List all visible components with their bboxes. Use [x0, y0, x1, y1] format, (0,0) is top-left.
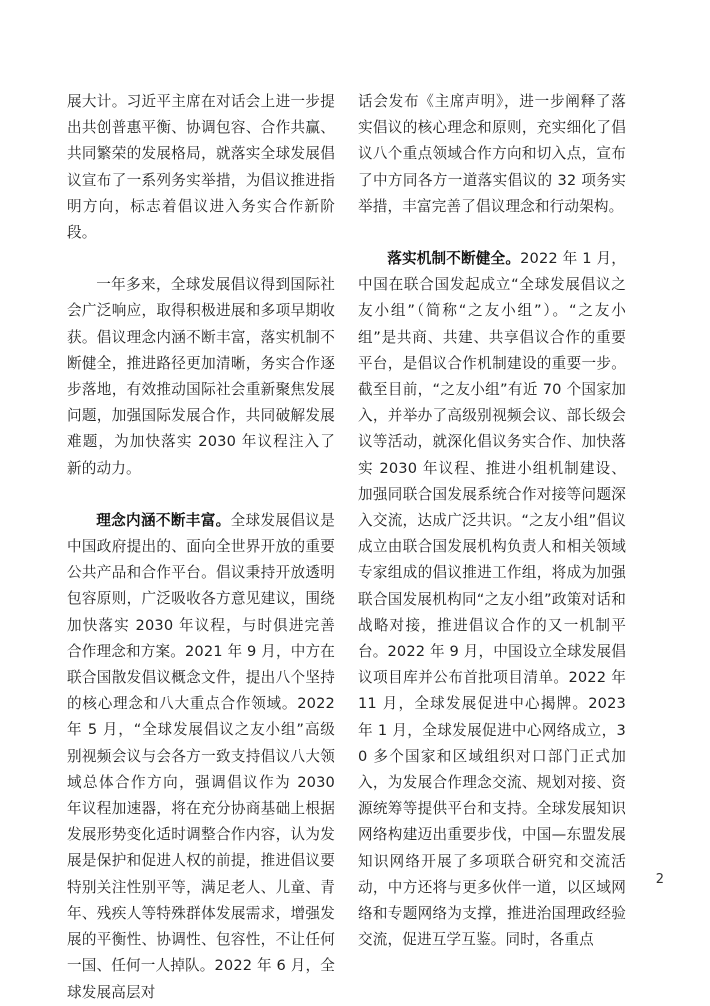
section-lead-mechanism: 落实机制不断健全。 [387, 250, 521, 268]
section-lead-concept: 理念内涵不断丰富。 [96, 511, 231, 529]
paragraph-mechanism [358, 246, 626, 953]
page-number: 2 [655, 872, 664, 887]
paragraph-concept-body: 全球发展倡议是中国政府提出的、面向全世界开放的重要公共产品和合作平台。倡议秉持开放透明包容原则，广泛吸收各方意见建议，围绕加快落实 2030 年议程，与时俱进完善合作理念和方案。2021 年 9 月，中方在联合国散发倡议概念文件，提出八个坚持的核心理念和八大重点合作领域。2022 年 5 月，“全球发展倡议之友小组”高级别视频会议与会各方一致支持倡议八大领域总体合作方向，强调倡议作为 2030 年议程加速器，将在充分协商基础上根据发展形势变化适时调整合作内容，认为发展是保护和促进人权的前提，推进倡议要特别关注性别平等，满足老人、儿童、青年、残疾人等特殊群体发展需求，增强发展的平衡性、协调性、包容性，不让任何一国、任何一人掉队。2022 年 6 月，全球发展高层对 [67, 511, 335, 1001]
paragraph-overview: 一年多来，全球发展倡议得到国际社会广泛响应，取得积极进展和多项早期收获。倡议理念内涵不断丰富，落实机制不断健全，推进路径更加清晰，务实合作逐步落地，有效推动国际社会重新聚焦发展问题，加强国际发展合作，共同破解发展难题，为加快落实 2030 年议程注入了新的动力。 [67, 276, 335, 477]
paragraph-continuation-right: 话会发布《主席声明》，进一步阐释了落实倡议的核心理念和原则，充实细化了倡议八个重点领域合作方向和切入点，宣布了中方同各方一道落实倡议的 32 项务实举措，丰富完善了倡议理念和行动架构。 [358, 93, 626, 215]
left-column [67, 89, 335, 1006]
paragraph-gap [67, 482, 335, 508]
paragraph-mechanism-body: 2022 年 1 月，中国在联合国发起成立“全球发展倡议之友小组”（简称“之友小组”）。“之友小组”是共商、共建、共享倡议合作的重要平台，是倡议合作机制建设的重要一步。截至目前，“之友小组”有近 70 个国家加入，并举办了高级别视频会议、部长级会议等活动，就深化倡议务实合作、加快落实 2030 年议程、推进小组机制建设、加强同联合国发展系统合作对接等问题深入交流，达成广泛共识。“之友小组”倡议成立由联合国发展机构负责人和相关领域专家组成的倡议推进工作组，将成为加强联合国发展机构同“之友小组”政策对话和战略对接，推进倡议合作的又一机制平台。2022 年 9 月，中国设立全球发展倡议项目库并公布首批项目清单。2022 年 11 月，全球发展促进中心揭牌。2023 年 1 月，全球发展促进中心网络成立，30 多个国家和区域组织对口部门正式加入，为发展合作理念交流、规划对接、资源统筹等提供平台和支持。全球发展知识网络构建迈出重要步伐，中国—东盟发展知识网络开展了多项联合研究和交流活动，中方还将与更多伙伴一道，以区域网络和专题网络为支撑，推进治国理政经验交流，促进互学互鉴。同时，各重点 [358, 250, 626, 949]
paragraph-concept [67, 508, 335, 1006]
paragraph-gap [358, 220, 626, 246]
paragraph-gap [67, 246, 335, 272]
paragraph-continuation: 展大计。习近平主席在对话会上进一步提出共创普惠平衡、协调包容、合作共赢、共同繁荣的发展格局，就落实全球发展倡议宣布了一系列务实举措，为倡议推进指明方向，标志着倡议进入务实合作新阶段。 [67, 93, 335, 242]
right-column [358, 89, 626, 954]
